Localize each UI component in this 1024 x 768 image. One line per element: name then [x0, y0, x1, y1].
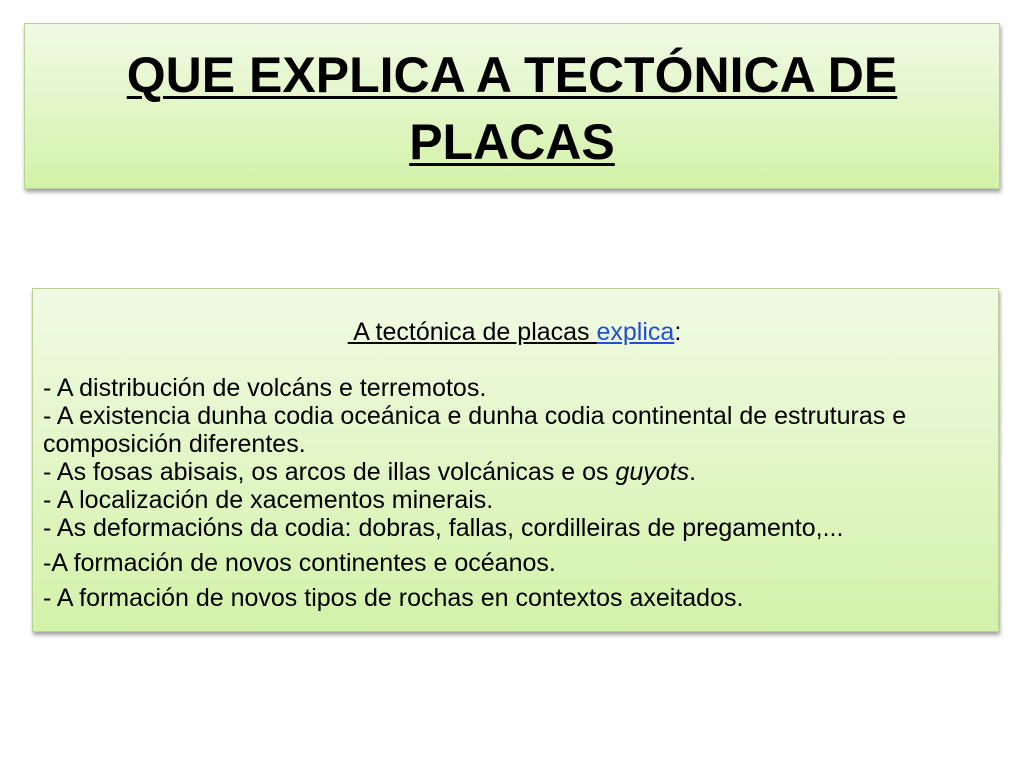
content-heading: [43, 318, 986, 346]
content-heading-colon: :: [674, 318, 682, 346]
list-item-distribucion: - A distribución de volcáns e terremotos.: [43, 374, 487, 402]
blank-line: [43, 346, 986, 374]
list-item-deformacions: - As deformacións da codia: dobras, fallas, cordilleiras de pregamento,...: [43, 514, 844, 542]
content-box: [32, 288, 999, 632]
list-item-continentes: -A formación de novos continentes e océanos.: [43, 549, 556, 577]
list-item-localizacion: - A localización de xacementos minerais.: [43, 486, 494, 514]
guyots-term: guyots: [615, 458, 690, 486]
list-item-rochas: - A formación de novos tipos de rochas en contextos axeitados.: [43, 584, 744, 612]
list-item-fosas-period: .: [689, 458, 697, 486]
title-box: [24, 23, 1000, 189]
list-item-fosas-text: - As fosas abisais, os arcos de illas volcánicas e os: [43, 458, 616, 486]
content-heading-text: A tectónica de placas: [347, 318, 597, 346]
explica-link[interactable]: explica: [596, 318, 675, 346]
list-item-fosas: [43, 458, 986, 486]
list-item-existencia: - A existencia dunha codia oceánica e dunha codia continental de estruturas e composición diferentes.: [43, 402, 907, 458]
slide-title: QUE EXPLICA A TECTÓNICA DE PLACAS: [126, 47, 898, 170]
